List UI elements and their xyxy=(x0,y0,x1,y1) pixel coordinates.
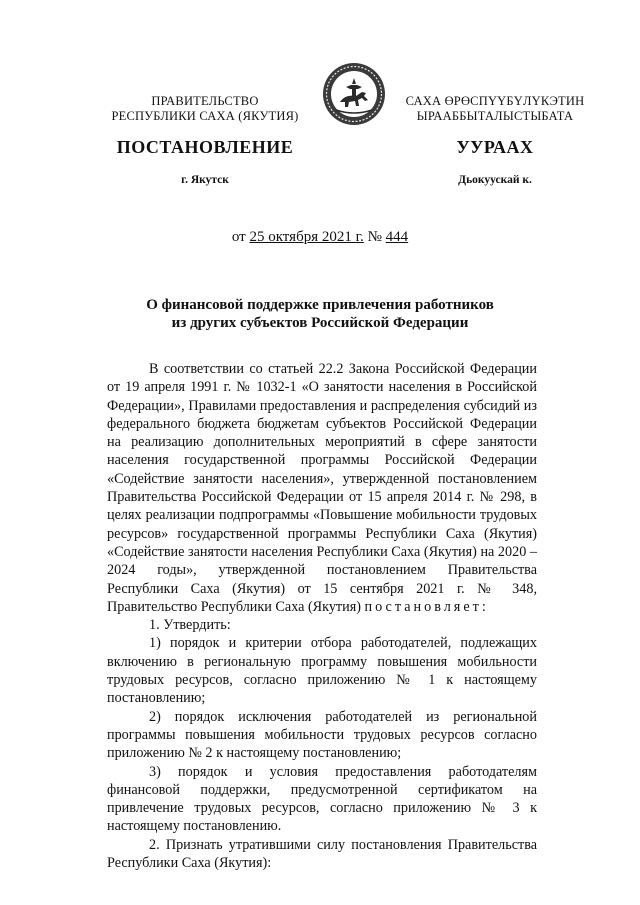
item-1: 1. Утвердить: xyxy=(149,617,231,634)
item-1-2: 2) порядок исключения работодателей из региональной программы повышения мобильности трудовых ресурсов согласно приложению № 2 к настоящему постановлению; xyxy=(107,708,537,762)
preamble-text: В соответствии со статьей 22.2 Закона Российской Федерации от 19 апреля 1991 г. № 1032-1 «О занятости населения в Российской Федерации», Правилами предоставления и распределения субсидий из федерального бюджета бюджетам субъектов Российской Федерации на реализацию дополнительных мероприятий в сфере занятости населения государственной программы Российской Федерации «Содействие занятости населения», утвержденной постановлением Правительства Российской Федерации от 15 апреля 2014 г. № 298, в целях реализации подпрограммы «Повышение мобильности трудовых ресурсов» государственной программы Республики Саха (Якутия) «Содействие занятости населения Республики Саха (Якутия) на 2020 – 2024 годы», утвержденной постановлением Правительства Республики Саха (Якутия) от 15 сентября 2021 г. № 348, Правительство Республики Саха (Якутия) xyxy=(107,361,537,615)
city-left: г. Якутск xyxy=(181,174,229,186)
preamble-paragraph xyxy=(107,360,537,616)
decree-word: постановляет: xyxy=(364,598,489,615)
document-date: 25 октября 2021 г. xyxy=(249,229,364,245)
date-number-line xyxy=(0,229,640,246)
document-type-title: ПОСТАНОВЛЕНИЕ xyxy=(116,137,294,157)
item-2: 2. Признать утратившими силу постановления Правительства Республики Саха (Якутия): xyxy=(107,836,537,872)
header-right-block xyxy=(388,94,602,124)
header-right-line2: ЫРААББЫТАЛЫСТЫБАТА xyxy=(416,109,574,123)
date-prefix: от xyxy=(231,229,250,245)
header-left-line2: РЕСПУБЛИКИ САХА (ЯКУТИЯ) xyxy=(111,109,299,123)
subject-line2: из других субъектов Российской Федерации xyxy=(171,315,469,331)
document-type-title-yakut: УУРААХ xyxy=(456,137,534,157)
item-1-3: 3) порядок и условия предоставления работодателям финансовой поддержки, предусмотренной сертификатом на привлечение трудовых ресурсов, согласно приложению № 3 к настоящему постановлению. xyxy=(107,763,537,835)
document-number: 444 xyxy=(385,229,409,245)
number-prefix: № xyxy=(363,229,386,245)
city-right: Дьокуускай к. xyxy=(458,174,532,186)
item-1-1: 1) порядок и критерии отбора работодателей, подлежащих включению в региональную программу повышения мобильности трудовых ресурсов, согласно приложению № 1 к настоящему постановлению; xyxy=(107,635,537,707)
header-left-block xyxy=(98,94,312,124)
coat-of-arms-emblem xyxy=(322,62,386,126)
header-right-line1: САХА ӨРӨСПҮҮБҮЛҮКЭТИН xyxy=(405,94,585,108)
subject-line1: О финансовой поддержке привлечения работников xyxy=(146,297,494,313)
document-subject xyxy=(110,296,530,332)
header-left-line1: ПРАВИТЕЛЬСТВО xyxy=(151,94,259,108)
document-body xyxy=(107,360,537,872)
